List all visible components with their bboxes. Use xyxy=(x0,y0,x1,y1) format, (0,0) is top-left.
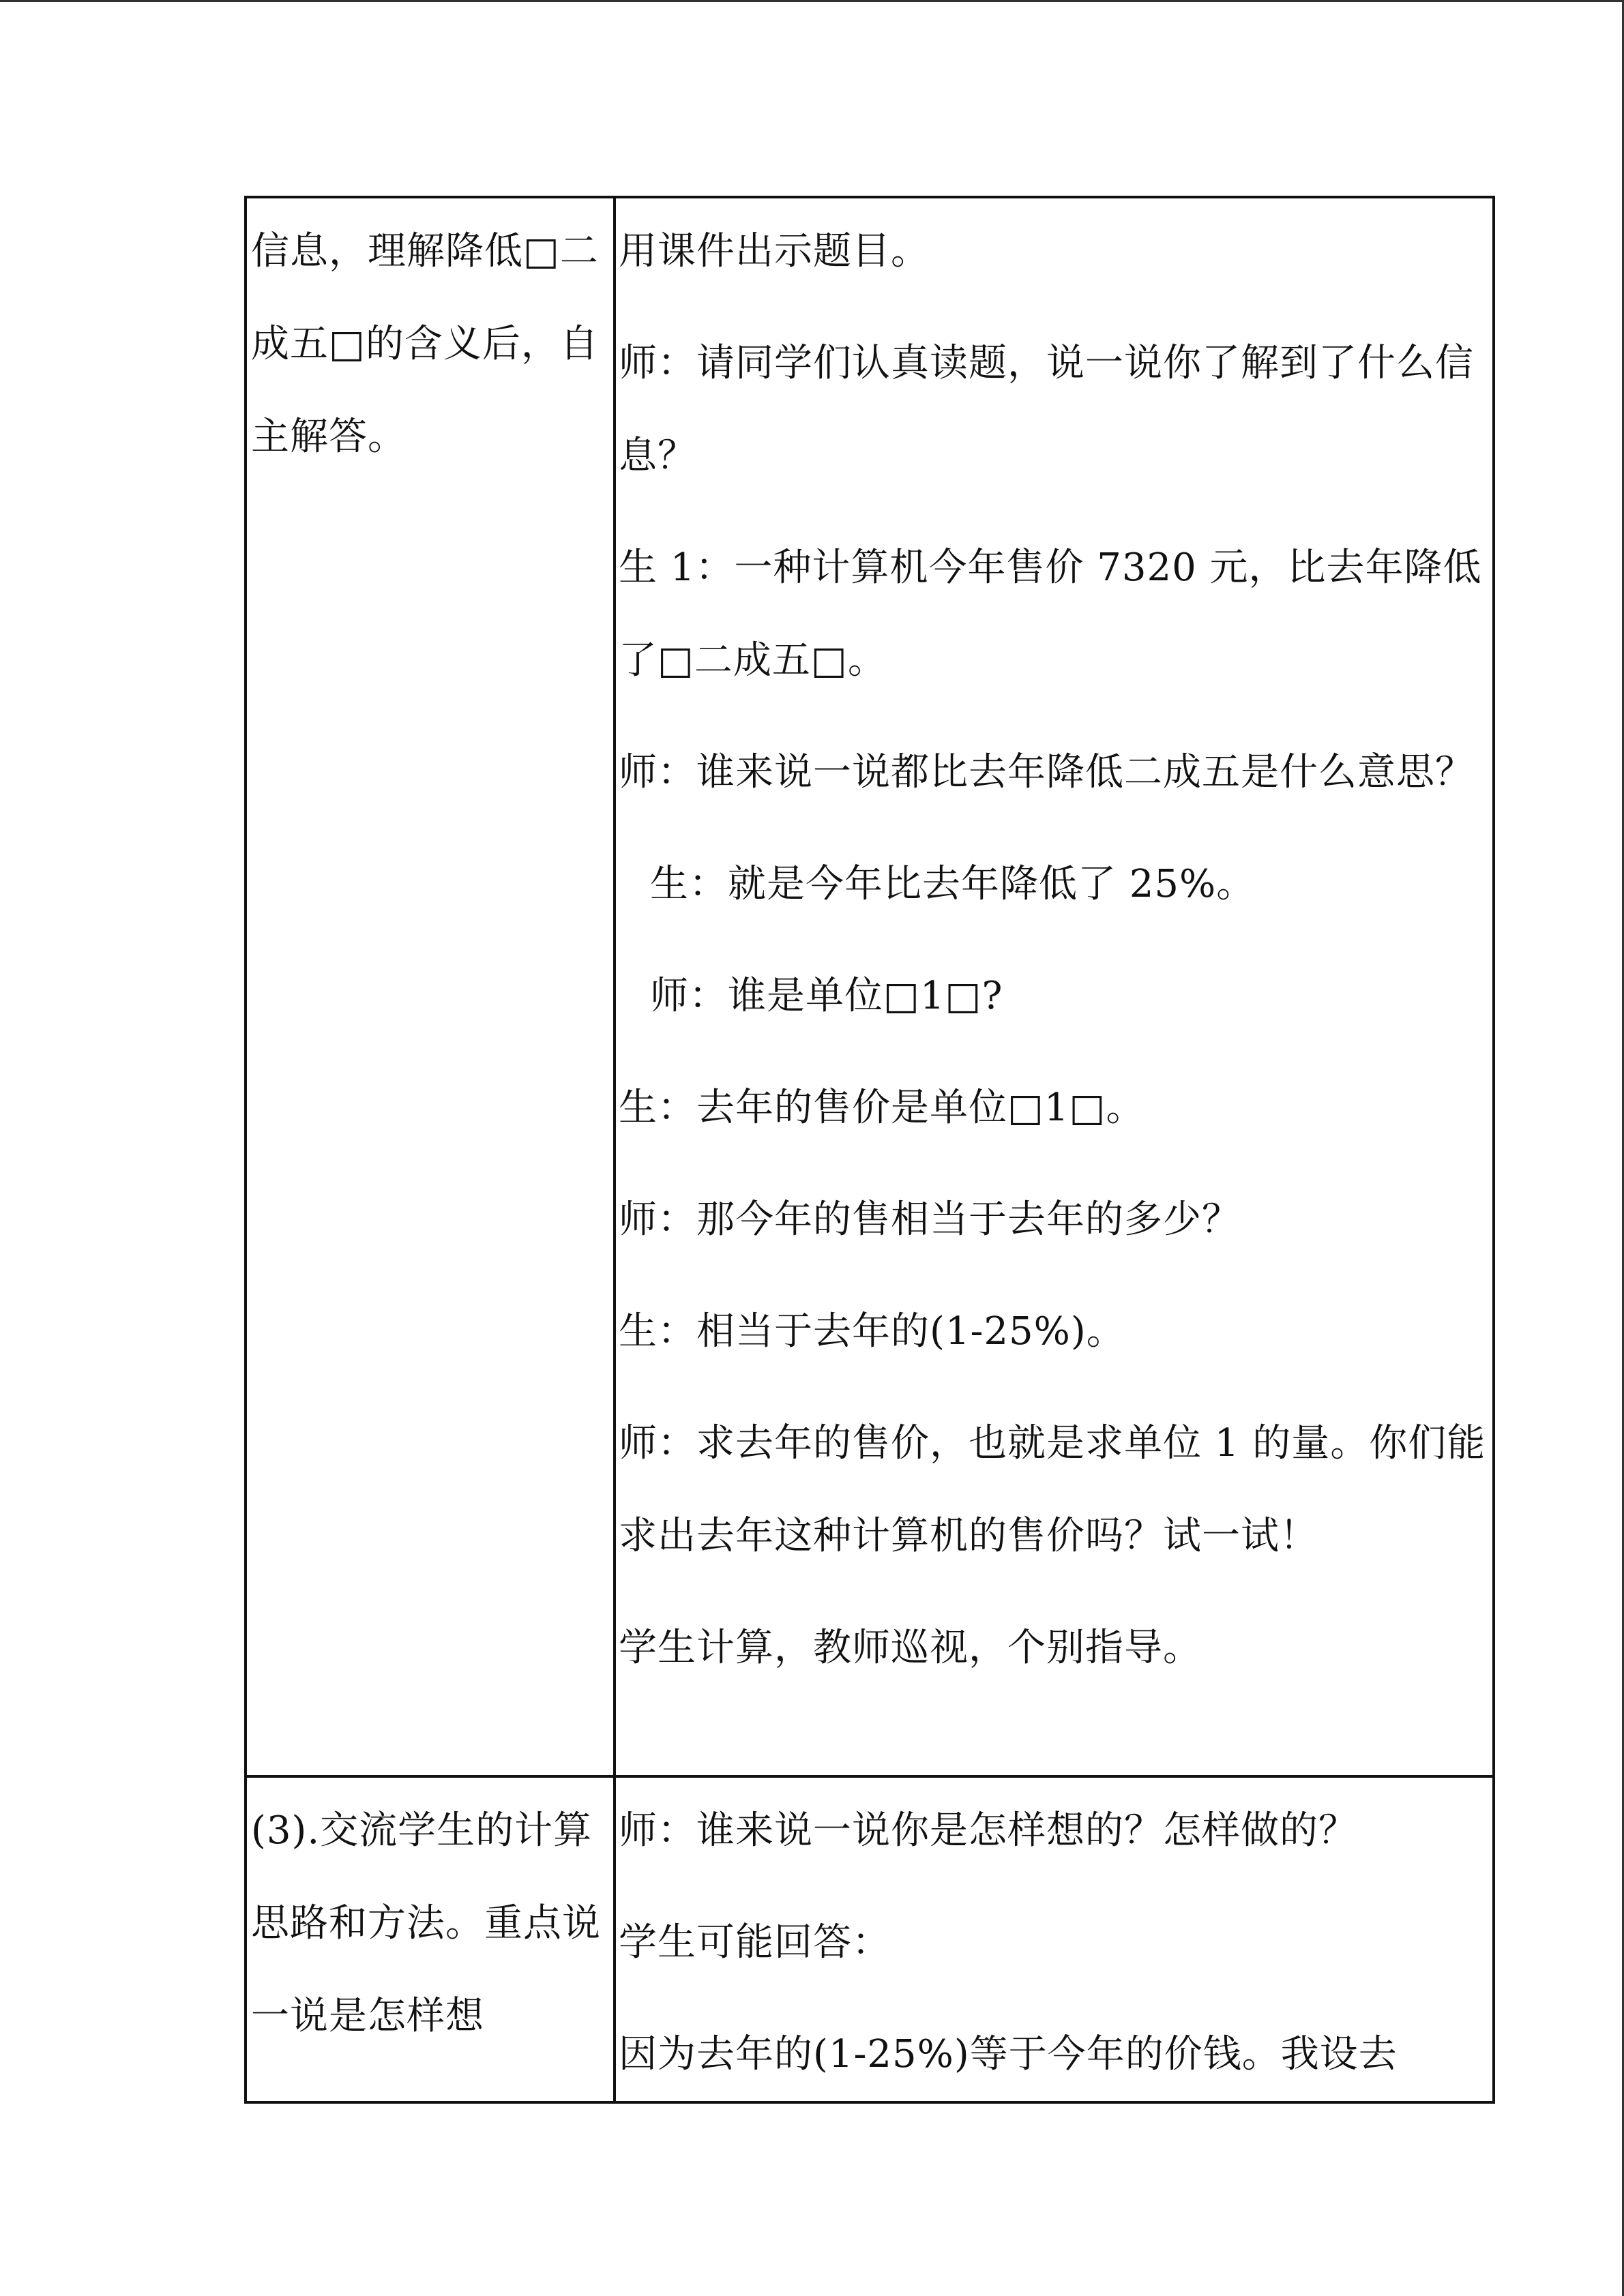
dialogue-line: 生：相当于去年的(1-25%)。 xyxy=(619,1309,1125,1354)
teaching-process-cell xyxy=(615,1776,1494,2102)
teaching-process-cell xyxy=(615,197,1494,1776)
dialogue-line: 学生计算，教师巡视，个别指导。 xyxy=(619,1626,1202,1670)
page-top-border xyxy=(0,0,1624,2)
dialogue-line: 用课件出示题目。 xyxy=(619,229,930,273)
dialogue-line: 师：求去年的售价，也就是求单位 1 的量。你们能求出去年这种计算机的售价吗？试一试！ xyxy=(619,1421,1486,1558)
dialogue-line: 学生可能回答： xyxy=(619,1920,891,1965)
dialogue-line: 师：谁是单位□1□? xyxy=(650,974,1003,1018)
dialogue-line: 生 1：一种计算机今年售价 7320 元，比去年降低了□二成五□。 xyxy=(619,546,1482,683)
objective-text: 信息，理解降低□二成五□的含义后，自主解答。 xyxy=(251,229,599,459)
table-row xyxy=(246,1776,1494,2102)
table-row xyxy=(246,197,1494,1776)
dialogue-line: 生：去年的售价是单位□1□。 xyxy=(619,1086,1145,1130)
dialogue-line: 因为去年的(1-25%)等于今年的价钱。我设去 xyxy=(619,2032,1398,2076)
dialogue-line: 师：谁来说一说你是怎样想的？怎样做的？ xyxy=(619,1808,1357,1853)
dialogue-line: 生：就是今年比去年降低了 25%。 xyxy=(650,862,1256,906)
objective-cell xyxy=(246,1776,615,2102)
objective-cell xyxy=(246,197,615,1776)
dialogue-line: 师：那今年的售相当于去年的多少？ xyxy=(619,1197,1241,1242)
dialogue-line: 师：请同学们认真读题，说一说你了解到了什么信息？ xyxy=(619,341,1474,478)
objective-text: (3).交流学生的计算思路和方法。重点说一说是怎样想 xyxy=(251,1808,601,2038)
dialogue-line: 师：谁来说一说都比去年降低二成五是什么意思？ xyxy=(619,750,1474,794)
lesson-plan-table xyxy=(244,196,1495,2104)
